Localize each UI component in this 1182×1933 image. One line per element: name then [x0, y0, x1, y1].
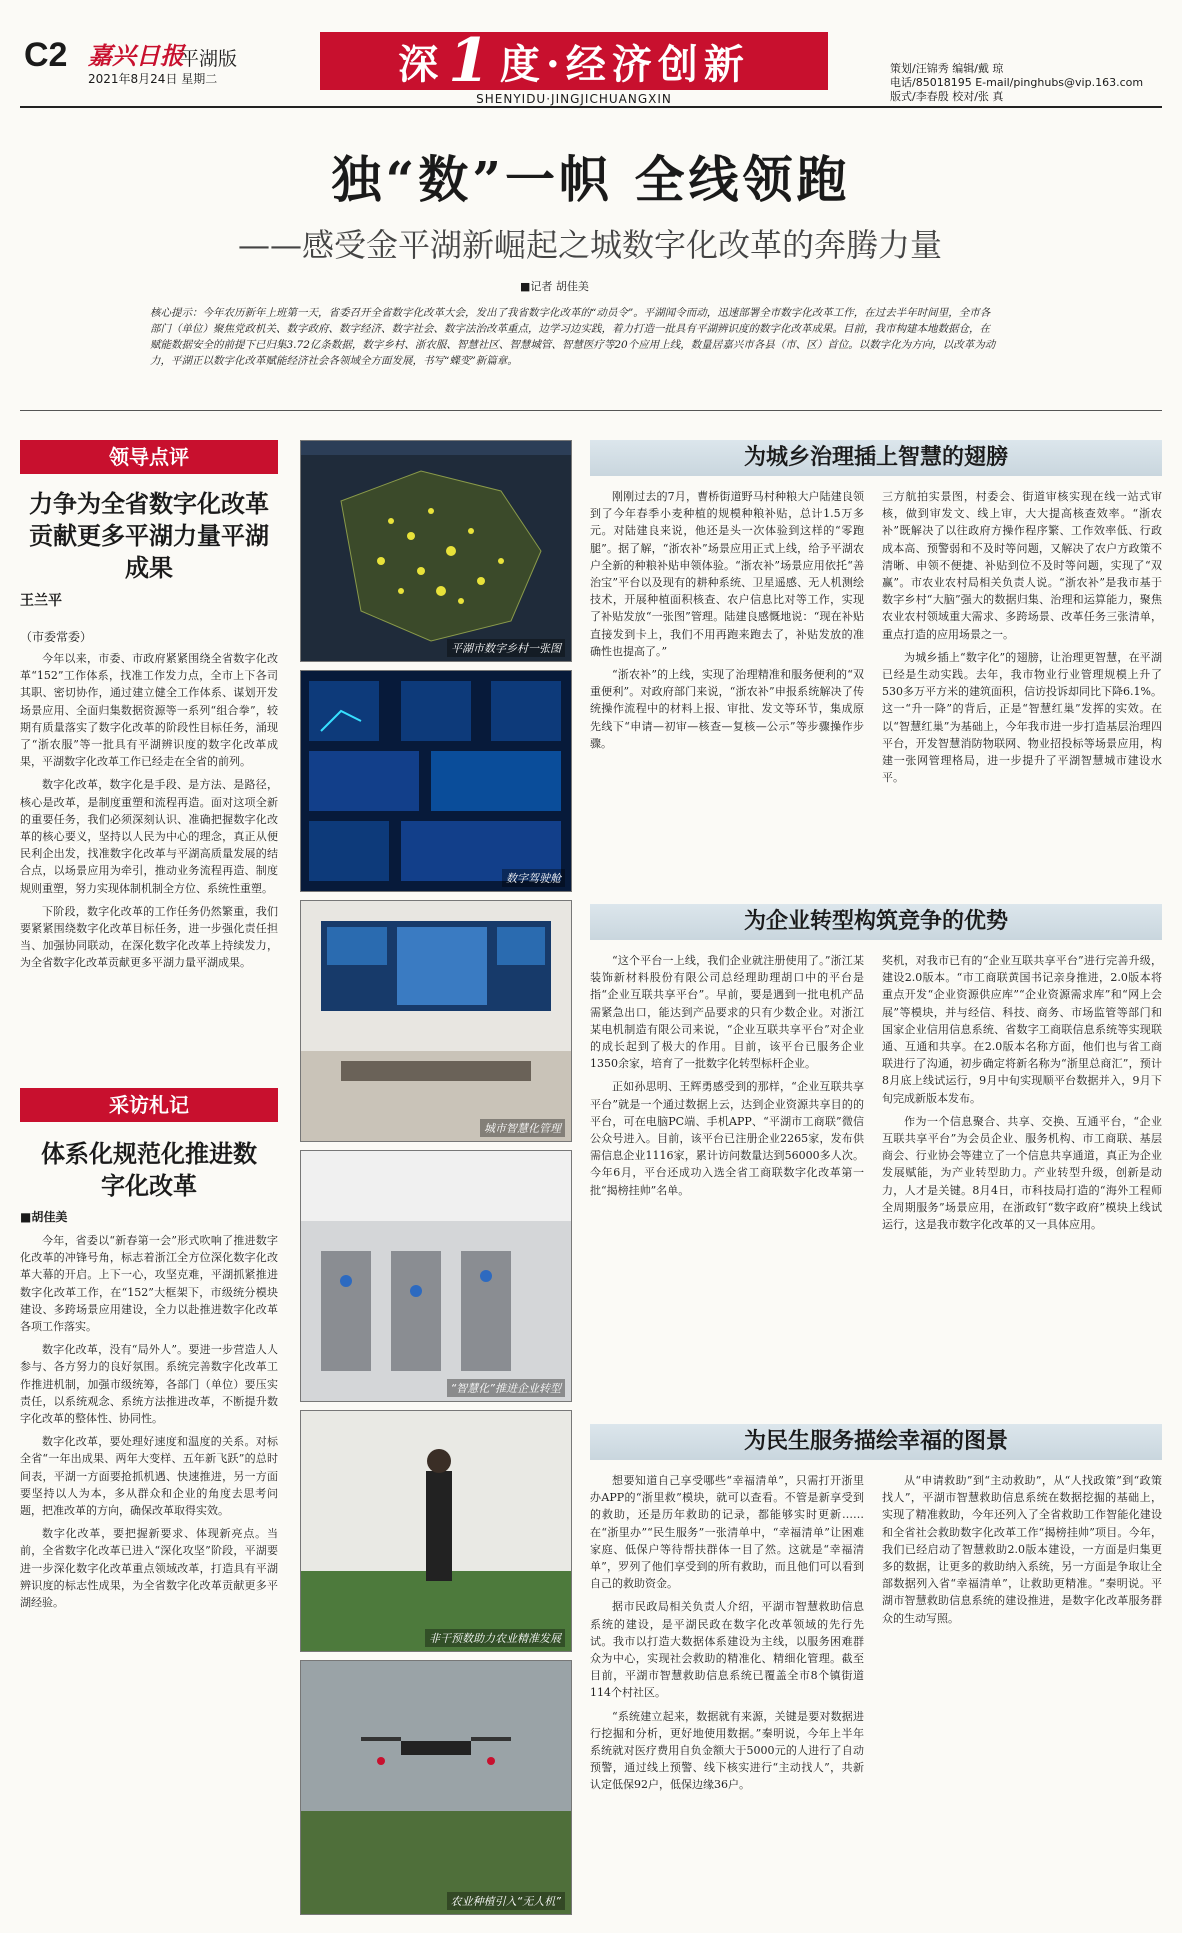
credit-line: 电话/85018195 E-mail/pinghubs@vip.163.com [890, 76, 1144, 89]
paragraph: 数字化改革，要处理好速度和温度的关系。对标全省“一年出成果、两年大变样、五年新飞跃”的总时间表，平湖一方面要抢抓机遇、快速推进，另一方面要坚持以人为本，多从群众和企业的角度去思考问题，把准改革的方向，确保改革取得实效。 [20, 1435, 278, 1518]
drone-image [301, 1661, 571, 1914]
paragraph: 数字化改革，要把握新要求、体现新亮点。当前，全省数字化改革已进入“深化攻坚”阶段，平湖要进一步深化数字化改革重点领域改革，打造具有平湖辨识度的标志性成果，为全省数字化改革贡献更多平湖经验。 [20, 1527, 278, 1610]
notes-title: 体系化规范化推进数字化改革 [41, 1139, 257, 1200]
photo-agriculture [300, 1410, 572, 1652]
main-headline: 独“数”一帜 全线领跑 [331, 150, 851, 209]
section-livelihood-col-a [590, 1472, 864, 1794]
photo-caption: 平湖市数字乡村一张图 [447, 639, 565, 657]
paragraph: 正如孙思明、王辉勇感受到的那样，“企业互联共享平台”就是一个通过数据上云，达到企业资源共享目的的平台，可在电脑PC端、手机APP、“平湖市工商联”微信公众号进入。目前，该平台已注册企业2265家，发布供需信息企业1116家，累计访问数量达到56000多人次。今年6月，平台还成功入选全省工商联数字化改革第一批“揭榜挂帅”名单。 [590, 1080, 864, 1197]
section-governance-heading: 为城乡治理插上智慧的翅膀 [590, 440, 1162, 476]
edition-label: 平湖版 [180, 48, 238, 70]
commentary-body [20, 650, 278, 972]
page-number: C2 [24, 36, 68, 74]
credit-line: 版式/李春殷 校对/张 真 [890, 90, 1004, 103]
paragraph: 奖机，对我市已有的“企业互联共享平台”进行完善升级，建设2.0版本。“市工商联黄国书记亲身推进，2.0版本将重点开发“企业资源供应库”“企业资源需求库”和“网上会展”等模块，并与经信、科技、商务、市场监管等部门和国家企业信用信息系统、省数字工商联信息系统等实现联通、互通和共享。在2.0版本名称方面，他们也与省工商联进行了沟通，初步确定将新名称为“浙里总商汇”，预计8月底上线试运行，9月中旬实现顺平台数据并入，9月下旬完成新版本发布。 [882, 954, 1162, 1105]
paragraph: 数字化改革，数字化是手段、是方法、是路径，核心是改革，是制度重塑和流程再造。面对这项全新的重要任务，我们必须深刻认识、准确把握数字化改革的核心要义，坚持以人民为中心的理念，真正从便民利企出发，找准数字化改革与平湖高质量发展的结合点，以场景应用为牵引，推动业务流程再造、制度规则重塑，努力实现体制机制全方位、系统性重塑。 [20, 778, 278, 895]
photo-dashboard [300, 670, 572, 892]
paragraph: 下阶段，数字化改革的工作任务仍然繁重，我们要紧紧围绕数字化改革目标任务，进一步强化责任担当、加强协同联动，在深化数字化改革上持续发力，为全省数字化改革贡献更多平湖力量平湖成果。 [20, 904, 278, 970]
paragraph: 三方航拍实景图，村委会、街道审核实现在线一站式审核，做到审发文、线上审，大大提高核查效率。“浙农补”既解决了以往政府方操作程序繁、工作效率低、行政成本高、预警弱和不及时等问题，又解决了农户方政策不清晰、申领不便捷、补贴到位不及时等问题，实现了“双赢”。市农业农村局相关负责人说。“浙农补”是我市基于数字乡村“大脑”强大的数据归集、治理和运算能力，聚焦农业农村领域重大需求、多跨场景、改革任务三张清单，重点打造的应用场景之一。 [882, 490, 1162, 641]
paragraph: 想要知道自己享受哪些“幸福清单”，只需打开浙里办APP的“浙里救”模块，就可以查看。不管是新享受到的救助，还是历年救助的记录，都能够实时更新……在“浙里办”“民生服务”一张清单中，“幸福清单”让困难家庭、低保户等待帮扶群体一目了然。这就是“幸福清单”，罗列了他们享受到的所有救助，而且他们可以看到自己的救助资金。 [590, 1474, 864, 1591]
section-enterprise-col-b [882, 952, 1162, 1233]
section-governance-col-a [590, 488, 864, 752]
photo-city-management [300, 900, 572, 1142]
greenhouse-image [301, 1411, 571, 1651]
control-room-image [301, 901, 571, 1141]
paragraph: 作为一个信息聚合、共享、交换、互通平台，“企业互联共享平台”为会员企业、服务机构、市工商联、基层商会、行业协会等建立了一个信息共享通道，真正为企业发展赋能，为产业转型助力。产业转型升级，创新是动力，人才是关键。8月4日，市科技局打造的“海外工程师全周期服务”场景应用，在浙政钉“数字政府”模块上线试运行，这是我市数字化改革的又一具体应用。 [882, 1114, 1162, 1232]
paragraph: 刚刚过去的7月，曹桥街道野马村种粮大户陆建良领到了今年春季小麦种植的规模种粮补贴，总计1.5万多元。对陆建良来说，他还是头一次体验到这样的“零跑腿”。据了解，“浙农补”场景应用正式上线，给予平湖农户全新的种粮补贴申领体验。“浙农补”场景应用依托“善治宝”平台以及现有的耕种系统、卫星遥感、无人机测绘技术，开展种植面积核查、农户信息比对等工作，实现了补贴发放“一张图”管理。陆建良感慨地说：“现在补贴直接发到卡上，我们不用再跑来跑去了，补贴发放的准确性也提高了。” [590, 490, 864, 658]
notes-author: ■胡佳美 [20, 1210, 68, 1224]
newspaper-logo: 嘉兴日报 [88, 41, 184, 70]
paragraph: 数字化改革，没有“局外人”。要进一步营造人人参与、各方努力的良好氛围。系统完善数字化改革工作推进机制，加强市级统筹，各部门（单位）要压实责任，以系统观念、系统方法推进改革，不断提升数字化改革的整体性、协同性。 [20, 1343, 278, 1426]
paragraph: “系统建立起来，数据就有来源，关键是要对数据进行挖掘和分析，更好地使用数据。”秦明说，今年上半年系统就对医疗费用自负金额大于5000元的人进行了自动预警，通过线上预警、线下核实进行“主动找人”，共新认定低保92户，低保边缘36户。 [590, 1709, 864, 1792]
paragraph: 今年，省委以“新春第一会”形式吹响了推进数字化改革的冲锋号角，标志着浙江全方位深化数字化改革大幕的开启。上下一心，攻坚克难，平湖抓紧推进数字化改革工作，在“152”大框架下，市级统分模块建设、多跨场景应用建设，全力以赴推进数字化改革各项工作落实。 [20, 1234, 278, 1334]
section-livelihood-heading: 为民生服务描绘幸福的图景 [590, 1424, 1162, 1460]
photo-caption: “智慧化”推进企业转型 [447, 1379, 565, 1397]
issue-date: 2021年8月24日 星期二 [88, 72, 218, 86]
banner-pre: 深 [398, 40, 445, 88]
article-byline: ■记者 胡佳美 [520, 280, 589, 293]
credit-line: 策划/汪锦秀 编辑/戴 琼 [890, 62, 1004, 75]
photo-caption: 城市智慧化管理 [480, 1119, 565, 1137]
core-summary: 核心提示：今年农历新年上班第一天，省委召开全省数字化改革大会，发出了我省数字化改革的“动员令”。平湖闻令而动，迅速部署全市数字化改革工作，在过去半年时间里，全市各部门（单位）聚焦党政机关、数字政府、数字经济、数字社会、数字法治改革重点，边学习边实践，着力打造一批具有平湖辨识度的数字化改革成果。目前，我市构建本地数据仓，在赋能数据安全的前提下已归集3.72亿条数据，数字乡村、浙农服、智慧社区、智慧城管、智慧医疗等20个应用上线，数量居嘉兴市各县（市、区）首位。以数字化为方向，以改革为动力，平湖正以数字化改革赋能经济社会各领域全方面发展，书写“蝶变”新篇章。 [150, 307, 996, 367]
factory-image [301, 1151, 571, 1401]
section-livelihood-col-b [882, 1472, 1162, 1627]
photo-caption: 农业种植引入“无人机” [447, 1892, 565, 1910]
banner-post: 度·经济创新 [499, 40, 750, 88]
commentary-author: 王兰平 [20, 593, 62, 609]
paragraph: 从“申请救助”到“主动救助”，从“人找政策”到“政策找人”，平湖市智慧救助信息系统在数据挖掘的基础上，实现了精准救助，今年还列入了全省救助工作智能化建设和全省社会救助数字化改革工作“揭榜挂帅”项目。今年，我们已经启动了智慧救助2.0版本建设，一方面是归集更多的数据，让更多的救助纳入系统，另一方面是争取让全部数据列入省“幸福清单”，让救助更精准。“秦明说。平湖市智慧救助信息系统的建设推进，是数字化改革服务群众的生动写照。 [882, 1474, 1162, 1625]
commentary-title: 力争为全省数字化改革贡献更多平湖力量平湖成果 [29, 489, 269, 582]
banner-pinyin: SHENYIDU·JINGJICHUANGXIN [476, 92, 672, 106]
section-enterprise-heading: 为企业转型构筑竞争的优势 [590, 904, 1162, 940]
photo-enterprise [300, 1150, 572, 1402]
paragraph: “这个平台一上线，我们企业就注册使用了。”浙江某装饰新材料股份有限公司总经理助理胡口中的平台是指“企业互联共享平台”。早前，要是遇到一批电机产品需紧急出口，能达到产品要求的只有少数企业。对浙江某电机制造有限公司来说，“企业互联共享平台”对企业的成长起到了极大的作用。目前，该平台已服务企业1350余家，培育了一批数字化转型标杆企业。 [590, 954, 864, 1071]
photo-caption: 非干预数助力农业精准发展 [425, 1629, 565, 1647]
section-enterprise-col-a [590, 952, 864, 1199]
photo-village-map [300, 440, 572, 662]
paragraph: “浙农补”的上线，实现了治理精准和服务便利的“双重便利”。对政府部门来说，“浙农补”申报系统解决了传统操作流程中的材料上报、审批、发文等环节，集成原先线下“申请—初审—核查—复核—公示”等步骤操作步骤。 [590, 668, 864, 750]
commentary-tag: 领导点评 [20, 440, 278, 474]
section-banner [320, 26, 828, 96]
section-governance-col-b [882, 488, 1162, 786]
dashboard-image [301, 671, 571, 891]
banner-number: 1 [448, 26, 496, 96]
notes-tag: 采访札记 [20, 1088, 278, 1122]
top-rule [20, 106, 1162, 108]
commentary-author-role: （市委常委） [20, 630, 93, 644]
village-map-image [301, 441, 571, 661]
photo-drone [300, 1660, 572, 1915]
editor-credits [890, 62, 1143, 104]
notes-body [20, 1232, 278, 1611]
paragraph: 据市民政局相关负责人介绍，平湖市智慧救助信息系统的建设，是平湖民政在数字化改革领域的先行先试。我市以打造大数据体系建设为主线，以服务困难群众为中心，实现社会救助的精准化、精细化管理。截至目前，平湖市智慧救助信息系统已覆盖全市8个镇街道114个村社区。 [590, 1600, 864, 1700]
paragraph: 为城乡插上“数字化”的翅膀，让治理更智慧，在平湖已经是生动实践。去年，我市物业行业管理规模上升了530多万平方米的建筑面积，信访投诉却同比下降6.1%。这一“升一降”的背后，正是“智慧红巢”发挥的实效。在以“智慧红巢”为基础上，今年我市进一步打造基层治理四平台，开发智慧消防物联网、物业招投标等场景应用，构建一张网管理格局，进一步提升了平湖智慧城市建设水平。 [882, 650, 1162, 785]
photo-caption: 数字驾驶舱 [502, 869, 565, 887]
divider [20, 410, 1162, 411]
paragraph: 今年以来，市委、市政府紧紧围绕全省数字化改革“152”工作体系，找准工作发力点，全市上下各司其职、密切协作，通过建立健全工作体系、谋划开发场景应用、全面归集数据资源等一系列“组合拳”，较期有质量落实了数字化改革的阶段性目标任务，涌现了“浙农服”等一批具有平湖辨识度的数字化改革成果，平湖数字化改革工作已经走在全省的前列。 [20, 652, 278, 769]
sub-headline: ——感受金平湖新崛起之城数字化改革的奔腾力量 [237, 226, 942, 264]
